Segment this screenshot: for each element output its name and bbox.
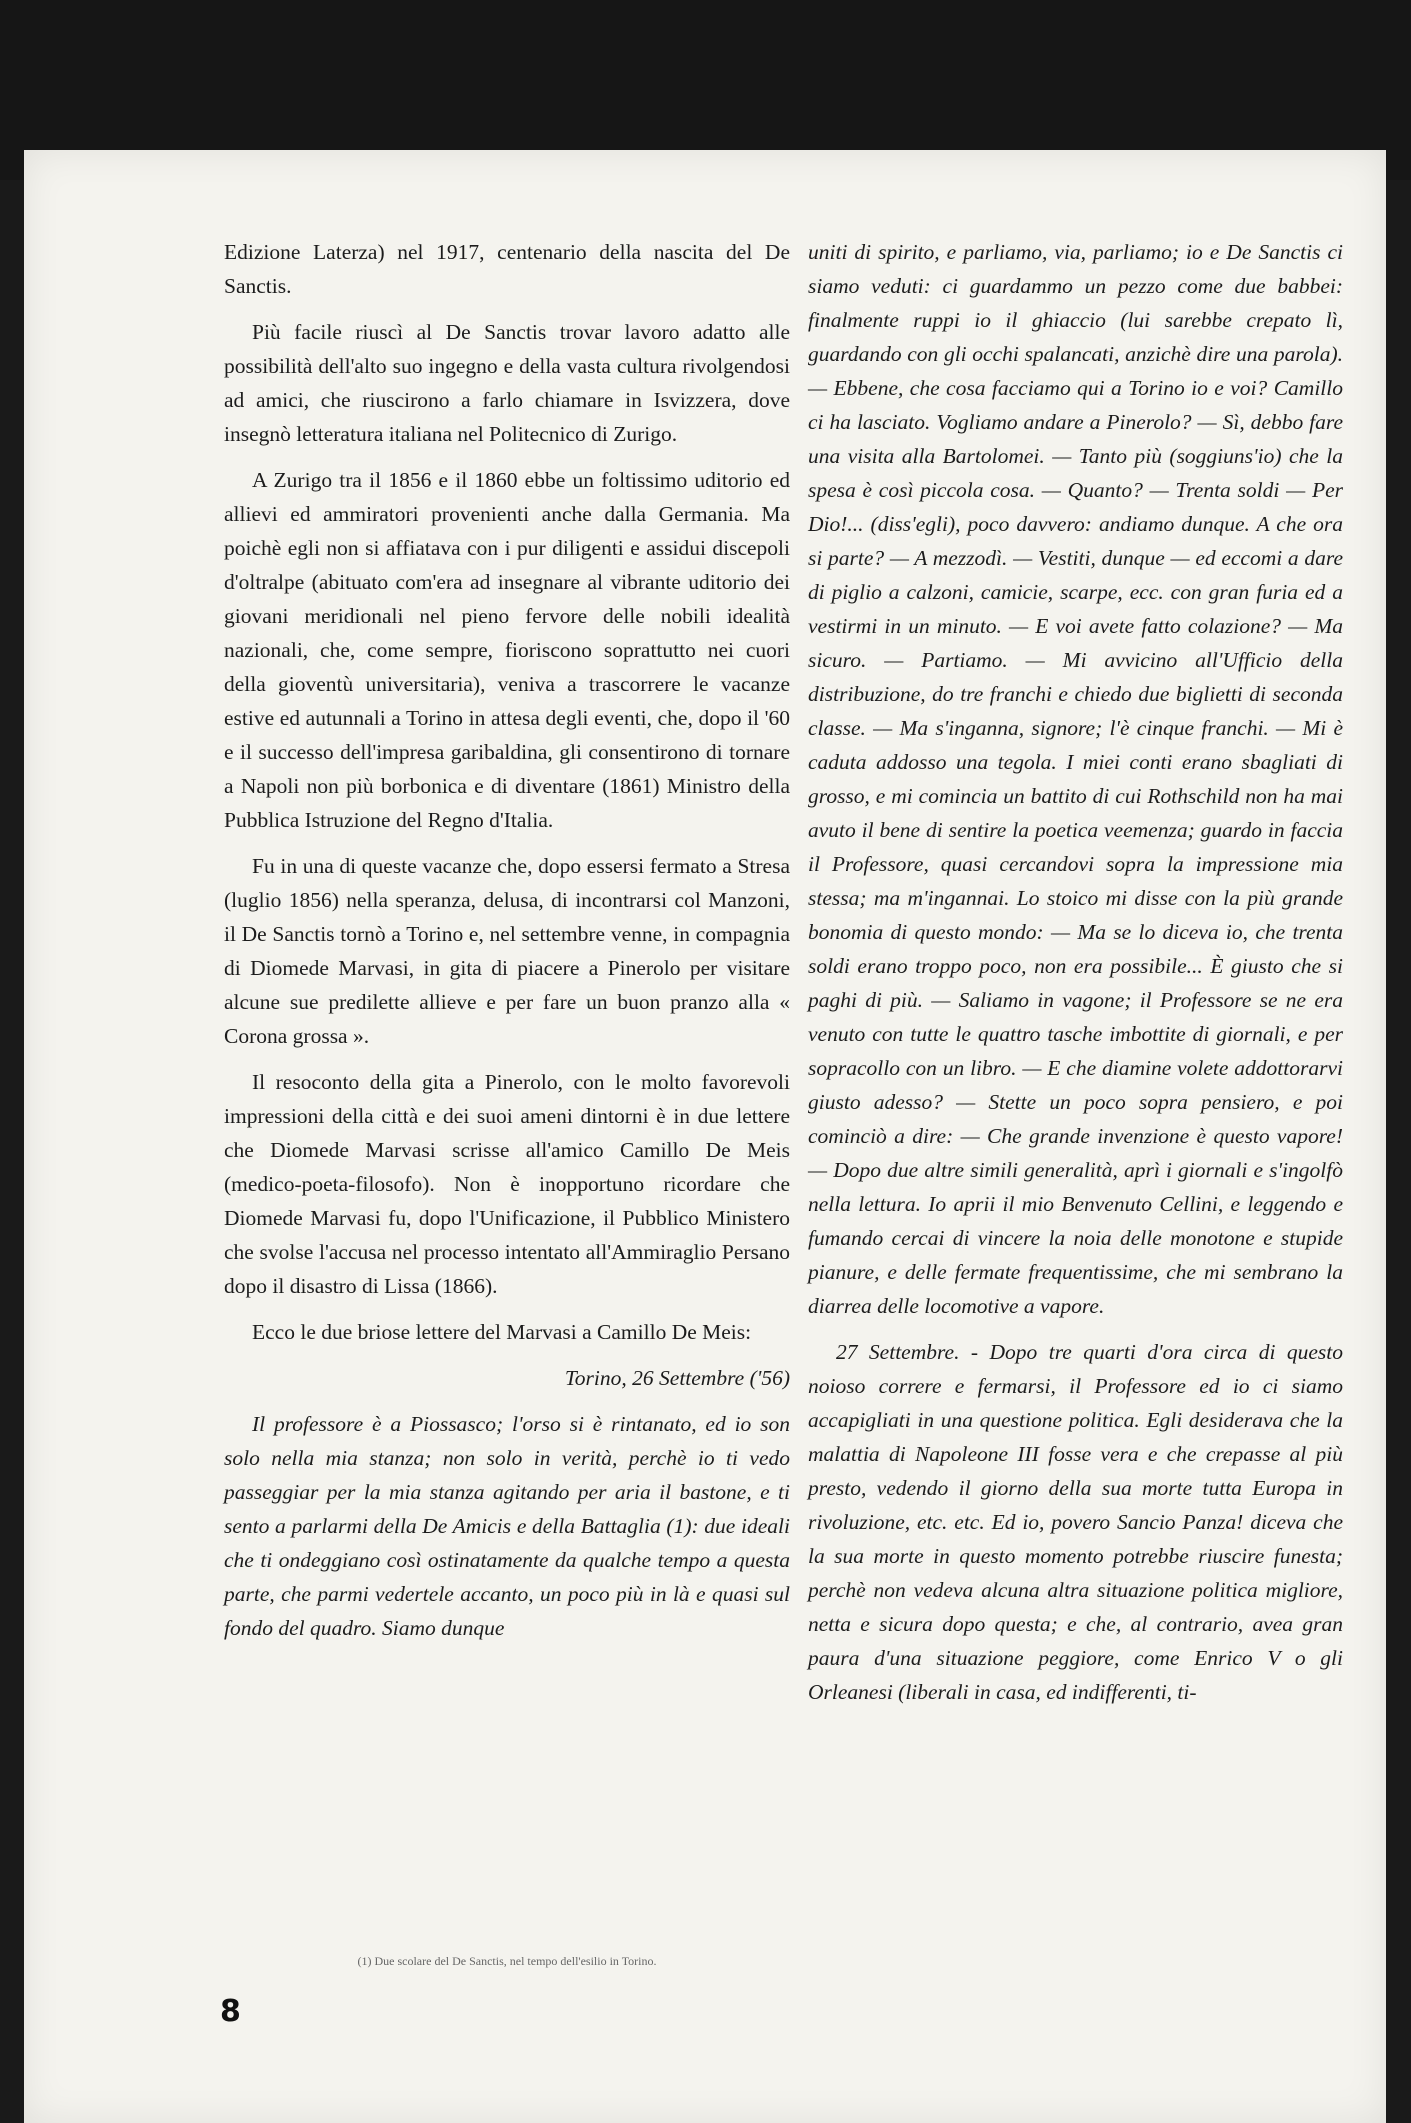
letter-text: Il professore è a Piossasco; l'orso si è rintanato, ed io son solo nella mia stanza; non solo in verità, perchè io ti vedo passeggiar per la mia stanza agitando per aria il bastone, e ti sento a parlarmi della De Amicis e della Battaglia (1): due ideali che ti ondeggiano così ostinatamente da qualche tempo a questa parte, che parmi vedertele accanto, un poco più in là e quasi sul fondo del quadro. Siamo dunque xyxy=(224,1412,790,1640)
paragraph-6: Ecco le due briose lettere del Marvasi a Camillo De Meis: xyxy=(252,1320,752,1344)
paragraph-3: A Zurigo tra il 1856 e il 1860 ebbe un foltissimo uditorio ed allievi ed ammiratori provenienti anche dalla Germania. Ma poichè egli non si affiatava con i pur diligenti e assidui discepoli d'oltralpe (abituato com'era ad insegnare al vibrante uditorio dei giovani meridionali nel pieno fervore delle nobili idealità nazionali, che, come sempre, fioriscono soprattutto nei cuori della gioventù universitaria), veniva a trascorrere le vacanze estive ed autunnali a Torino in attesa degli eventi, che, dopo il '60 e il successo dell'impresa garibaldina, gli consentirono di tornare a Napoli non più borbonica e di diventare (1861) Ministro della Pubblica Istruzione del Regno d'Italia. xyxy=(224,468,790,832)
left-column xyxy=(224,235,790,1657)
paragraph-5: Il resoconto della gita a Pinerolo, con le molto favorevoli impressioni della città e dei suoi ameni dintorni è in due lettere che Diomede Marvasi scrisse all'amico Camillo De Meis (medico-poeta-filosofo). Non è inopportuno ricordare che Diomede Marvasi fu, dopo l'Unificazione, il Pubblico Ministero che svolse l'accusa nel processo intentato all'Ammiraglio Persano dopo il disastro di Lissa (1866). xyxy=(224,1070,790,1298)
footnote: (1) Due scolare del De Sanctis, nel tempo dell'esilio in Torino. xyxy=(357,1954,657,1968)
section-text: 27 Settembre. - Dopo tre quarti d'ora circa di questo noioso correre e fermarsi, il Professore ed io ci siamo accapigliati in una questione politica. Egli desiderava che la malattia di Napoleone III fosse vera e che crepasse al più presto, vedendo il giorno della sua morte tutta Europa in rivoluzione, etc. etc. Ed io, povero Sancio Panza! diceva che la sua morte in questo momento potrebbe riuscire funesta; perchè non vedeva alcuna altra situazione politica migliore, netta e sicura dopo questa; e che, al contrario, avea gran paura d'una situazione peggiore, come Enrico V o gli Orleanesi (liberali in casa, ed indifferenti, ti- xyxy=(808,1340,1343,1704)
paragraph-4: Fu in una di queste vacanze che, dopo essersi fermato a Stresa (luglio 1856) nella speranza, delusa, di incontrarsi col Manzoni, il De Sanctis tornò a Torino e, nel settembre venne, in compagnia di Diomede Marvasi, in gita di piacere a Pinerolo per visitare alcune sue predilette allieve e per fare un buon pranzo alla « Corona grossa ». xyxy=(224,854,790,1048)
paragraph-2: Più facile riuscì al De Sanctis trovar lavoro adatto alle possibilità dell'alto suo ingegno e della vasta cultura rivolgendosi ad amici, che riuscirono a farlo chiamare in Isvizzera, dove insegnò letteratura italiana nel Politecnico di Zurigo. xyxy=(224,320,790,446)
book-page xyxy=(24,150,1386,2123)
letter-continued: uniti di spirito, e parliamo, via, parliamo; io e De Sanctis ci siamo veduti: ci guardammo un pezzo come due babbei: finalmente ruppi io il ghiaccio (lui sarebbe crepato lì, guardando con gli occhi spalancati, anzichè dire una parola). — Ebbene, che cosa facciamo qui a Torino io e voi? Camillo ci ha lasciato. Vogliamo andare a Pinerolo? — Sì, debbo fare una visita alla Bartolomei. — Tanto più (soggiuns'io) che la spesa è così piccola cosa. — Quanto? — Trenta soldi — Per Dio!... (diss'egli), poco davvero: andiamo dunque. A che ora si parte? — A mezzodì. — Vestiti, dunque — ed eccomi a dare di piglio a calzoni, camicie, scarpe, ecc. con gran furia ed a vestirmi in un minuto. — E voi avete fatto colazione? — Ma sicuro. — Partiamo. — Mi avvicino all'Ufficio della distribuzione, do tre franchi e chiedo due biglietti di seconda classe. — Ma s'inganna, signore; l'è cinque franchi. — Mi è caduta addosso una tegola. I miei conti erano sbagliati di grosso, e mi comincia un battito di cui Rothschild non ha mai avuto il bene di sentire la poetica veemenza; guardo in faccia il Professore, quasi cercandovi sopra la impressione mia stessa; ma m'ingannai. Lo stoico mi disse con la più grande bonomia di questo mondo: — Ma se lo diceva io, che trenta soldi erano troppo poco, non era possibile... È giusto che si paghi di più. — Saliamo in vagone; il Professore se ne era venuto con tutte le quattro tasche imbottite di giornali, e per sopracollo con un libro. — E che diamine volete addottorarvi giusto adesso? — Stette un poco sopra pensiero, e poi cominciò a dire: — Che grande invenzione è questo vapore! — Dopo due altre simili generalità, aprì i giornali e s'ingolfò nella lettura. Io aprii il mio Benvenuto Cellini, e leggendo e fumando cercai di vincere la noia delle monotone e stupide pianure, e delle fermate frequentissime, che mi sembrano la diarrea delle locomotive a vapore. xyxy=(808,240,1343,1318)
paragraph-1: Edizione Laterza) nel 1917, centenario della nascita del De Sanctis. xyxy=(224,240,790,298)
letter-date: Torino, 26 Settembre ('56) xyxy=(564,1366,790,1390)
right-column xyxy=(808,235,1343,1721)
page-number: 8 xyxy=(220,1994,241,2029)
